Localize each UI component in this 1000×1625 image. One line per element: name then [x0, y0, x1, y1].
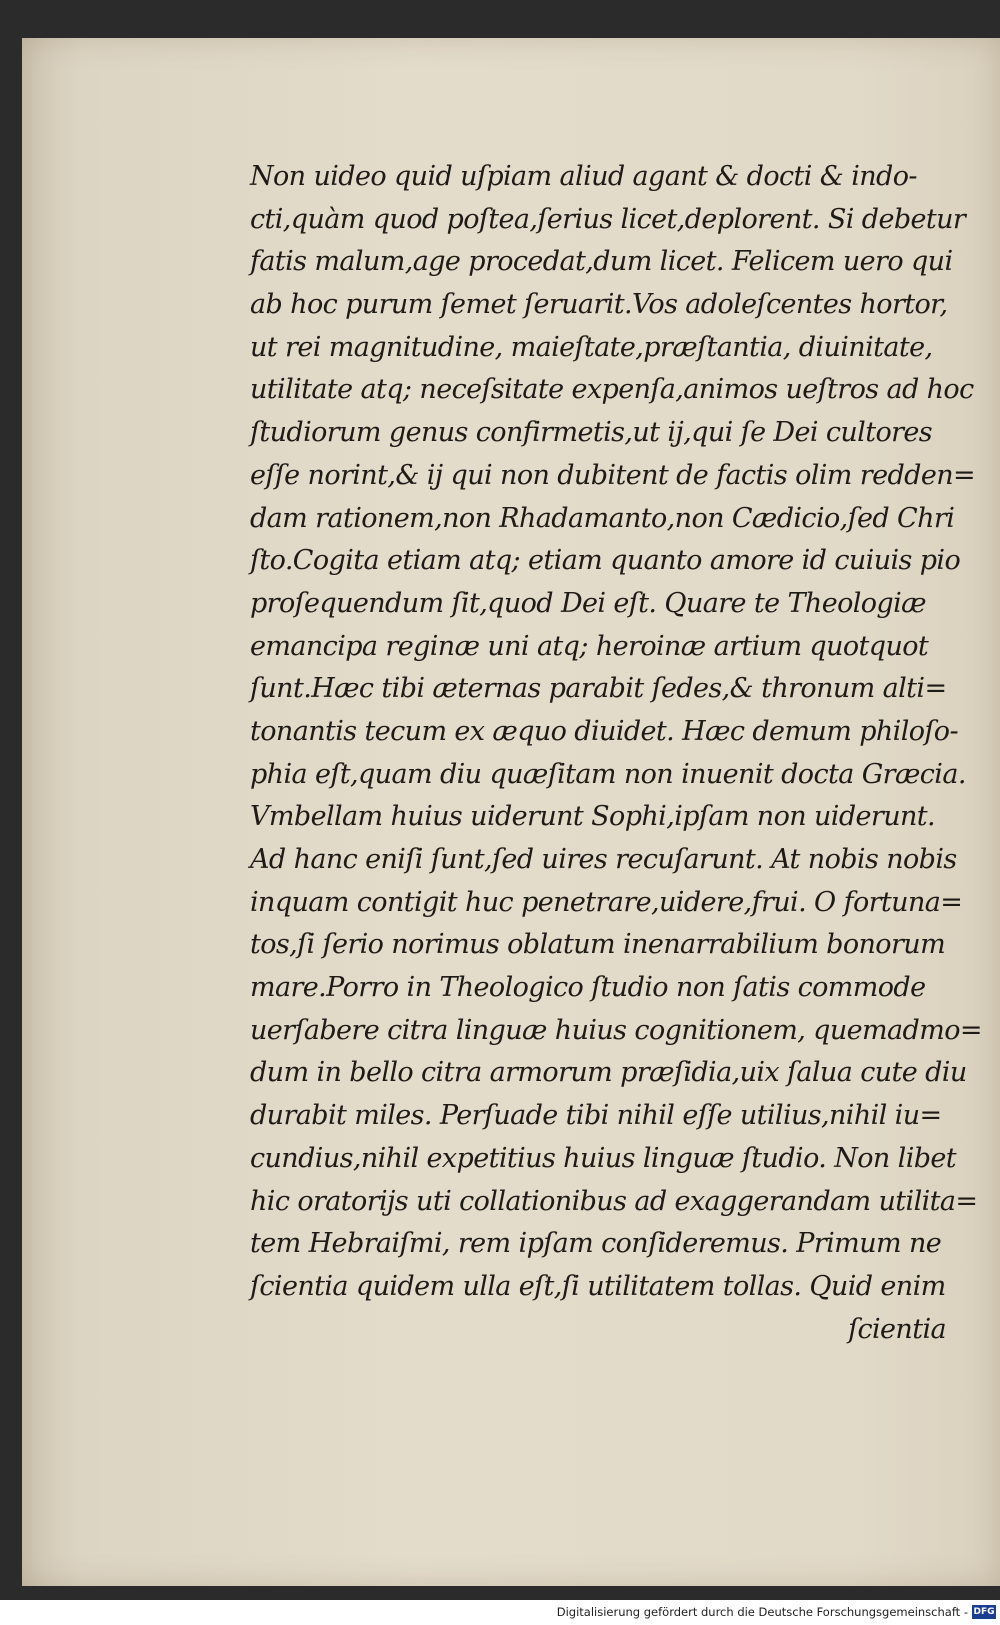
text-line: Non uideo quid uſpiam aliud agant & docti & indo-: [250, 161, 917, 192]
book-page: [22, 38, 1000, 1586]
text-line: ut rei magnitudine, maieſtate,præſtantia, diuinitate,: [250, 331, 933, 363]
text-line: mare.Porro in Theologico ſtudio non ſatis commode: [250, 972, 926, 1004]
text-line: dam rationem,non Rhadamanto,non Cædicio,ſed Chri: [250, 502, 955, 534]
text-line: utilitate atq; neceſsitate expenſa,animos ueſtros ad hoc: [250, 374, 974, 406]
text-line: uerſabere citra linguæ huius cognitionem, quemadmo=: [250, 1014, 982, 1046]
text-line: ſcientia quidem ulla eſt,ſi utilitatem tollas. Quid enim: [250, 1270, 946, 1302]
text-line: tem Hebraiſmi, rem ipſam conſideremus. Primum ne: [250, 1228, 942, 1260]
catchword: ſcientia: [848, 1313, 946, 1345]
text-line: cundius,nihil expetitius huius linguæ ſtudio. Non libet: [250, 1142, 957, 1174]
text-line: durabit miles. Perſuade tibi nihil eſſe utilius,nihil iu=: [250, 1100, 942, 1132]
page-text-block: [250, 156, 982, 1351]
text-line: cti,quàm quod poſtea,ſerius licet,deplorent. Si debetur: [250, 203, 966, 235]
digitization-footer: [0, 1600, 1000, 1625]
text-line: ab hoc purum ſemet ſeruarit.Vos adoleſcentes hortor,: [250, 289, 948, 321]
footer-credit: Digitalisierung gefördert durch die Deutsche Forschungsgemeinschaft -: [556, 1605, 968, 1619]
text-line: ſto.Cogita etiam atq; etiam quanto amore id cuiuis pio: [250, 545, 961, 577]
text-line: inquam contigit huc penetrare,uidere,frui. O fortuna=: [250, 886, 963, 918]
text-line: phia eſt,quam diu quæſitam non inuenit docta Græcia.: [250, 758, 966, 790]
text-line: ſtudiorum genus confirmetis,ut ij,qui ſe Dei cultores: [250, 417, 933, 449]
text-line: fatis malum,age procedat,dum licet. Felicem uero qui: [250, 246, 953, 278]
text-line: proſequendum ſit,quod Dei eſt. Quare te Theologiæ: [250, 587, 926, 619]
text-line: eſſe norint,& ij qui non dubitent de factis olim redden=: [250, 459, 976, 491]
text-line: Vmbellam huius uiderunt Sophi,ipſam non uiderunt.: [250, 801, 936, 833]
text-line: dum in bello citra armorum præſidia,uix ſalua cute diu: [250, 1057, 967, 1089]
text-line: tos,ſi ſerio norimus oblatum inenarrabilium bonorum: [250, 929, 946, 961]
text-line: Ad hanc eniſi ſunt,ſed uires recuſarunt. At nobis nobis: [250, 844, 957, 875]
text-line: ſunt.Hæc tibi æternas parabit ſedes,& thronum alti=: [250, 673, 947, 705]
text-line: tonantis tecum ex æquo diuidet. Hæc demum philoſo-: [250, 715, 958, 747]
dfg-logo: DFG: [973, 1607, 995, 1617]
text-line: emancipa reginæ uni atq; heroinæ artium quotquot: [250, 630, 929, 662]
text-line: hic oratorijs uti collationibus ad exaggerandam utilita=: [250, 1185, 978, 1217]
